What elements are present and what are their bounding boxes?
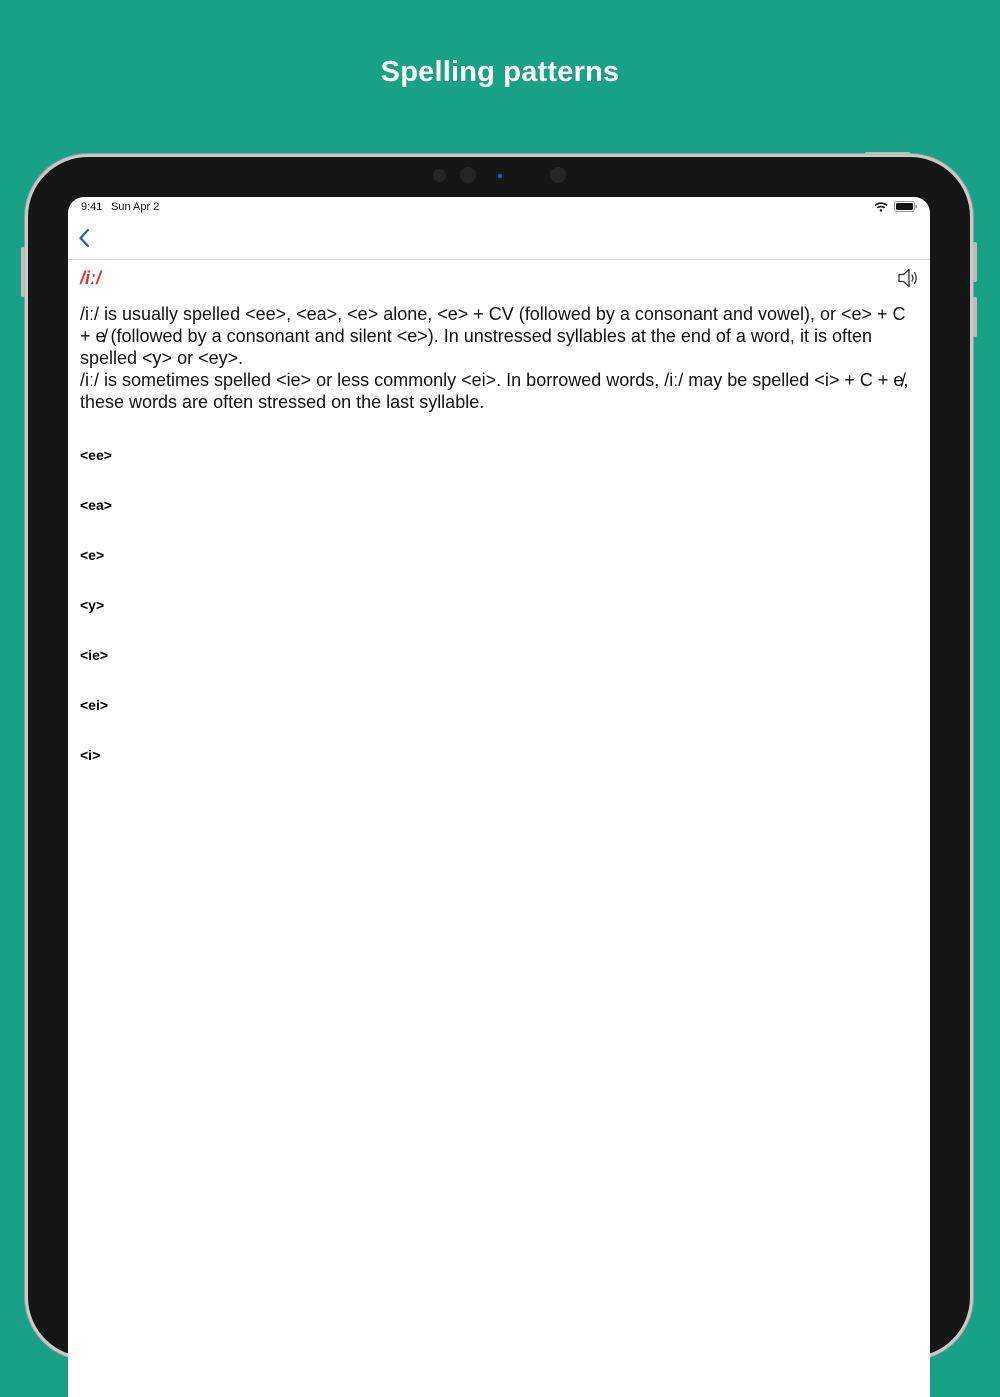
top-button bbox=[865, 152, 910, 155]
wifi-icon bbox=[874, 202, 888, 212]
chevron-left-icon bbox=[76, 227, 96, 249]
spelling-pattern-item[interactable]: <y> bbox=[80, 597, 105, 613]
spelling-pattern-list bbox=[80, 444, 918, 794]
spelling-pattern-item[interactable]: <ee> bbox=[80, 447, 112, 463]
app-screen bbox=[68, 197, 930, 1397]
back-button[interactable] bbox=[76, 227, 96, 249]
sensor-icon-right bbox=[550, 167, 566, 183]
tablet-frame bbox=[28, 157, 970, 1357]
description-paragraph: /iː/ is usually spelled <ee>, <ea>, <e> alone, <e> + CV (followed by a consonant and vowel), or <e> + C + e̸ (followed by a consonant and silent <e>). In unstressed syllables at the end of a word, it is often spelled <y> or <ey>. bbox=[80, 304, 906, 368]
spelling-pattern-item[interactable]: <e> bbox=[80, 547, 105, 563]
status-bar bbox=[68, 197, 930, 219]
phoneme-title: /iː/ bbox=[80, 268, 101, 288]
side-button-lower bbox=[973, 297, 977, 337]
volume-button bbox=[21, 247, 25, 297]
spelling-pattern-item[interactable]: <ei> bbox=[80, 697, 109, 713]
speaker-icon bbox=[896, 266, 922, 290]
sensor-dot-icon bbox=[498, 174, 502, 178]
status-time: 9:41 bbox=[81, 201, 103, 213]
spelling-pattern-item[interactable]: <i> bbox=[80, 747, 101, 763]
battery-icon bbox=[894, 201, 918, 212]
side-button bbox=[973, 242, 977, 282]
navigation-bar bbox=[68, 219, 930, 260]
status-date: Sun Apr 2 bbox=[111, 201, 160, 213]
spelling-pattern-item[interactable]: <ea> bbox=[80, 497, 112, 513]
play-sound-button[interactable] bbox=[896, 266, 922, 290]
status-icons bbox=[874, 201, 918, 212]
promo-headline: Spelling patterns bbox=[380, 56, 620, 88]
description-paragraph: /iː/ is sometimes spelled <ie> or less commonly <ei>. In borrowed words, /iː/ may be spelled <i> + C + e̸, these words are often stressed on the last syllable. bbox=[80, 370, 909, 412]
phoneme-description bbox=[80, 303, 918, 413]
sensor-icon bbox=[433, 169, 446, 182]
camera-icon bbox=[460, 167, 476, 183]
spelling-pattern-item[interactable]: <ie> bbox=[80, 647, 109, 663]
